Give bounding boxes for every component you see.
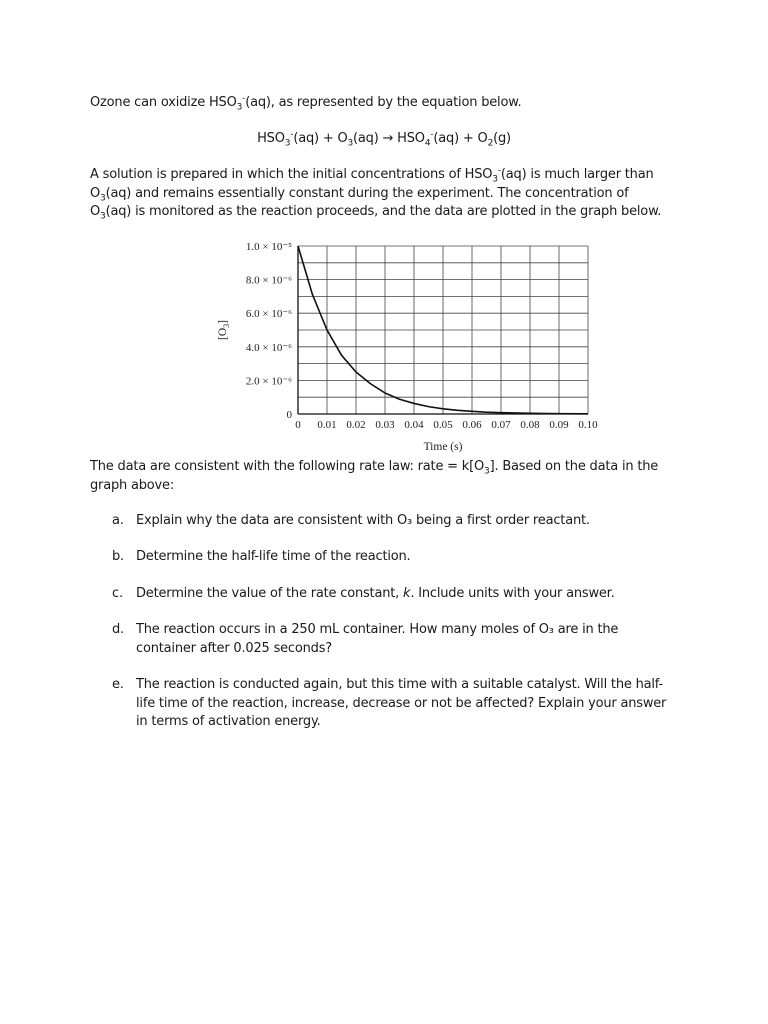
eq-sup: - [430,129,434,140]
x-tick-label: 0.04 [404,419,424,431]
rate-sub: 3 [484,466,490,477]
x-tick-label: 0.10 [578,419,598,431]
setup-sub: 3 [492,174,498,185]
rate-text: ]. Based on the data in the [489,459,659,474]
question-letter: a. [112,513,124,528]
question-text: . Include units with your answer. [410,586,615,601]
question-body [136,548,672,567]
intro-sentence [90,94,690,113]
question-letter: d. [112,622,124,637]
setup-text: (aq) is much larger than [500,167,654,182]
intro-sub: 3 [236,102,243,113]
intro-sup: - [242,93,246,104]
x-tick-label: 0.03 [375,419,395,431]
x-axis-label: Time (s) [423,441,463,453]
question-body [136,621,672,658]
setup-line-2 [90,185,690,204]
eq-sub: 2 [487,138,494,149]
eq-sub: 3 [347,138,354,149]
x-tick-label: 0.02 [346,419,366,431]
x-tick-label: 0.09 [549,419,569,431]
concentration-chart [200,236,610,458]
setup-text: O [90,204,101,219]
y-tick-label: 6.0 × 10⁻⁶ [245,308,292,321]
question-line: in terms of activation energy. [136,714,321,729]
setup-paragraph [90,166,690,222]
x-tick-label: 0.06 [462,419,482,431]
eq-sub: 4 [424,138,431,149]
question-letter: b. [112,549,124,564]
rate-text: The data are consistent with the following rate law: rate = k[O [90,459,485,474]
setup-sub: 3 [100,211,106,222]
reaction-equation [0,130,768,149]
y-tick-label: 1.0 × 10⁻⁵ [245,241,292,253]
eq-part: HSO [257,131,285,146]
eq-part: (aq) + O [293,131,348,146]
setup-text: O [90,185,101,201]
eq-part: (aq) → HSO [353,131,425,146]
eq-sub: 3 [284,138,291,149]
intro-text-2: (aq), as represented by the equation below. [245,95,522,110]
question-body [136,512,672,531]
eq-part: (aq) + O [433,131,488,146]
rate-line-1 [90,458,690,477]
question-body [136,585,672,604]
chart-svg [200,236,610,458]
setup-text: A solution is prepared in which the initial concentrations of HSO [90,167,493,182]
intro-text-1: Ozone can oxidize HSO [90,95,237,110]
y-axis-label: $[O_3]$ [217,320,231,340]
x-tick-label: 0.08 [520,419,540,431]
question-line: Determine the half-life time of the reaction. [136,549,411,564]
eq-part: (g) [493,131,511,146]
rate-law-paragraph [90,458,690,495]
question-line: container after 0.025 seconds? [136,640,333,656]
y-tick-label: 0 [286,409,292,421]
setup-line-3 [90,203,690,222]
y-tick-label: 8.0 × 10⁻⁶ [245,274,292,287]
y-tick-label: 2.0 × 10⁻⁶ [245,375,292,388]
question-text: Determine the value of the rate constant, [136,586,404,601]
setup-line-1 [90,166,690,185]
question-letter: e. [112,677,124,692]
question-line: The reaction occurs in a 250 mL container. How many moles of O₃ are in the [136,622,619,637]
rate-line-2: graph above: [90,477,175,493]
eq-sup: - [290,129,294,140]
x-tick-label: 0 [295,419,301,431]
setup-text: (aq) is monitored as the reaction proceeds, and the data are plotted in the graph below. [105,204,662,219]
question-line: life time of the reaction, increase, decrease or not be affected? Explain your answer [136,695,667,711]
x-tick-label: 0.01 [317,419,337,431]
rate-constant-symbol: k [403,586,411,601]
y-tick-label: 4.0 × 10⁻⁶ [245,341,292,354]
question-letter: c. [112,586,123,601]
x-tick-label: 0.05 [433,419,453,431]
setup-sub: 3 [100,193,106,204]
question-body [136,676,672,732]
setup-text: (aq) and remains essentially constant during the experiment. The concentration of [105,185,629,201]
question-line [136,585,672,604]
x-tick-label: 0.07 [491,419,511,431]
setup-sup: - [497,165,501,176]
question-line: The reaction is conducted again, but this time with a suitable catalyst. Will the half- [136,677,663,692]
question-line: Explain why the data are consistent with O₃ being a first order reactant. [136,513,590,528]
